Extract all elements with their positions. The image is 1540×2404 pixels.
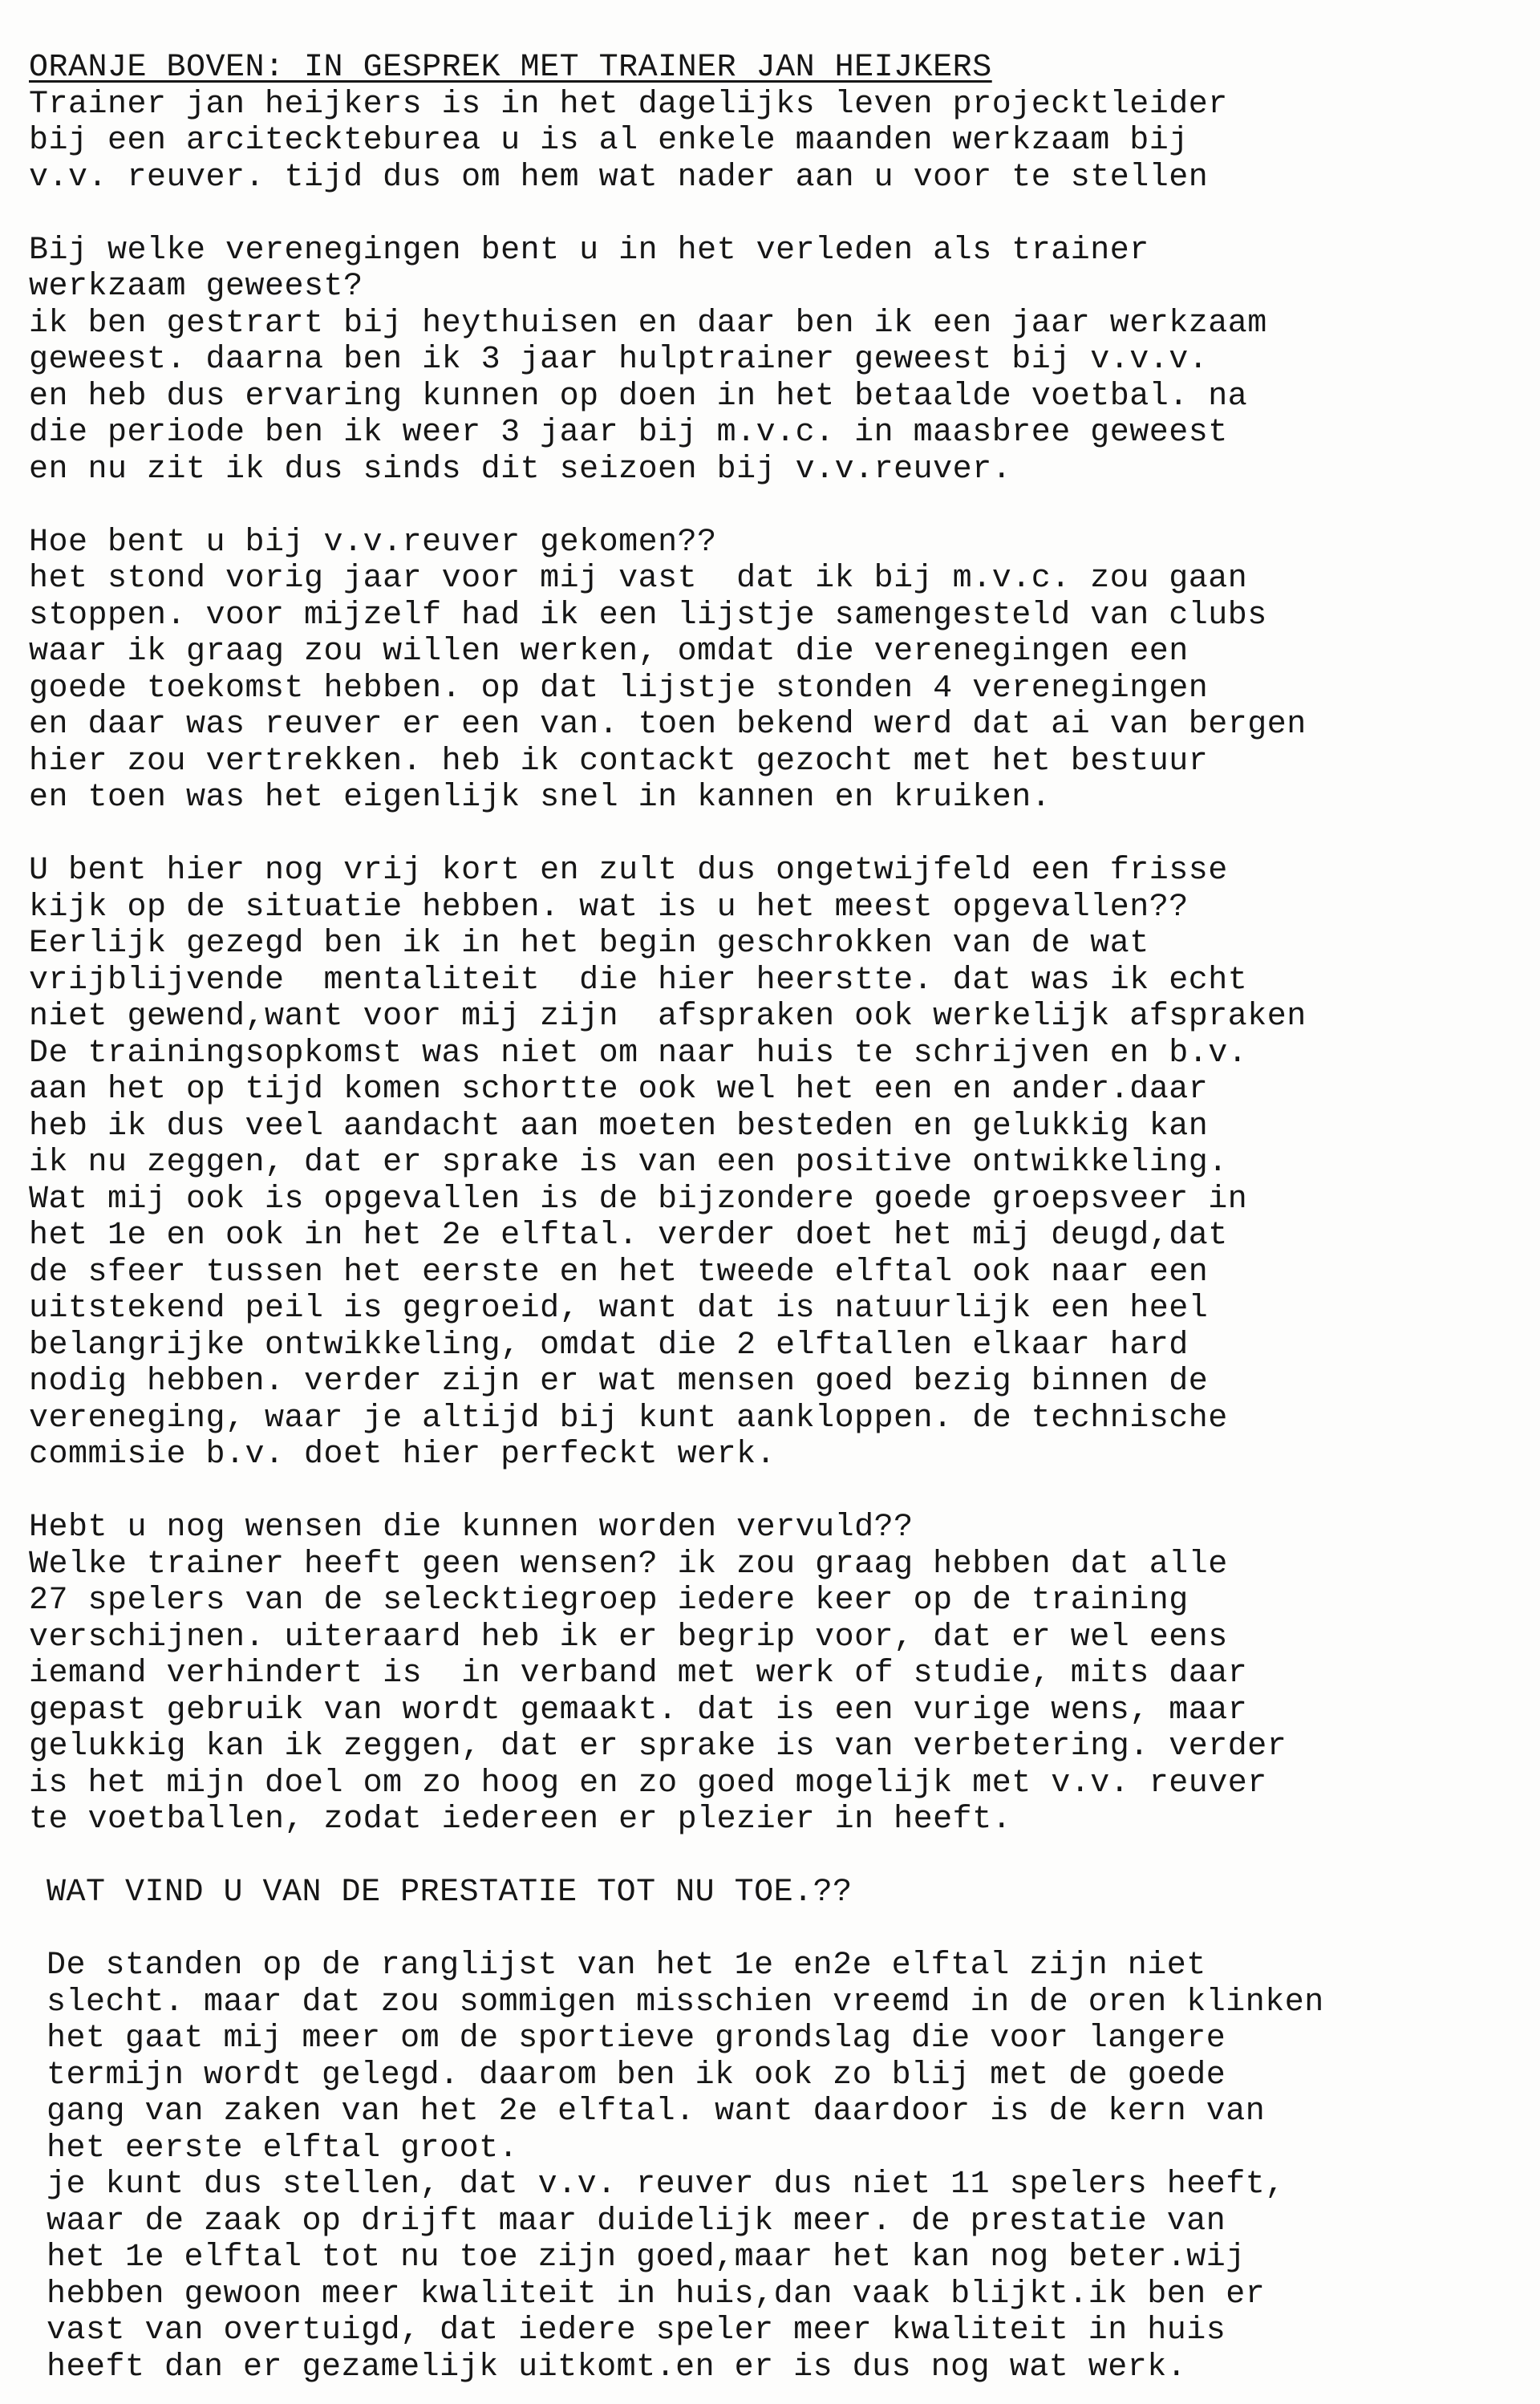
answer-line: het 1e elftal tot nu toe zijn goed,maar het kan nog beter.wij xyxy=(47,2240,1246,2276)
question-line: kijk op de situatie hebben. wat is u het meest opgevallen?? xyxy=(29,889,1189,926)
answer-line: je kunt dus stellen, dat v.v. reuver dus niet 11 spelers heeft, xyxy=(47,2167,1285,2203)
answer-line: heb ik dus veel aandacht aan moeten besteden en gelukkig kan xyxy=(29,1108,1209,1145)
section-how-arrived xyxy=(29,525,1521,817)
answer-line: waar de zaak op drijft maar duidelijk meer. de prestatie van xyxy=(47,2203,1226,2240)
question-line: WAT VIND U VAN DE PRESTATIE TOT NU TOE.?? xyxy=(47,1875,853,1911)
answer-line: de sfeer tussen het eerste en het tweede elftal ook naar een xyxy=(29,1254,1209,1291)
answer-line: termijn wordt gelegd. daarom ben ik ook zo blij met de goede xyxy=(47,2057,1226,2094)
question-line: werkzaam geweest? xyxy=(29,269,363,305)
paragraph-gap xyxy=(29,1911,1521,1948)
answer-line: en nu zit ik dus sinds dit seizoen bij v.v.reuver. xyxy=(29,451,1012,488)
answer-line: heeft dan er gezamelijk uitkomt.en er is dus nog wat werk. xyxy=(47,2349,1187,2386)
answer-line: geweest. daarna ben ik 3 jaar hulptrainer geweest bij v.v.v. xyxy=(29,342,1209,378)
answer-line: aan het op tijd komen schortte ook wel het een en ander.daar xyxy=(29,1072,1209,1108)
answer-line: nodig hebben. verder zijn er wat mensen goed bezig binnen de xyxy=(29,1364,1209,1400)
answer-line: Wat mij ook is opgevallen is de bijzondere goede groepsveer in xyxy=(29,1181,1248,1218)
answer-line: gepast gebruik van wordt gemaakt. dat is een vurige wens, maar xyxy=(29,1692,1248,1729)
intro-line: bij een arciteckteburea u is al enkele maanden werkzaam bij xyxy=(29,123,1189,159)
question-line: U bent hier nog vrij kort en zult dus ongetwijfeld een frisse xyxy=(29,853,1228,889)
answer-line: die periode ben ik weer 3 jaar bij m.v.c. in maasbree geweest xyxy=(29,415,1228,451)
paragraph-gap xyxy=(29,1474,1521,1510)
intro-line: v.v. reuver. tijd dus om hem wat nader aan u voor te stellen xyxy=(29,159,1209,196)
document-page xyxy=(29,50,1521,2386)
answer-line: stoppen. voor mijzelf had ik een lijstje samengesteld van clubs xyxy=(29,597,1267,634)
answer-line: en heb dus ervaring kunnen op doen in het betaalde voetbal. na xyxy=(29,378,1248,415)
answer-line: ik ben gestrart bij heythuisen en daar ben ik een jaar werkzaam xyxy=(29,305,1267,342)
answer-line: 27 spelers van de selecktiegroep iedere keer op de training xyxy=(29,1583,1189,1619)
answer-line: is het mijn doel om zo hoog en zo goed mogelijk met v.v. reuver xyxy=(29,1765,1267,1802)
answer-line: gelukkig kan ik zeggen, dat er sprake is van verbetering. verder xyxy=(29,1729,1287,1765)
section-performance-answer xyxy=(29,1948,1521,2386)
answer-line: De trainingsopkomst was niet om naar huis te schrijven en b.v. xyxy=(29,1035,1248,1072)
answer-line: uitstekend peil is gegroeid, want dat is natuurlijk een heel xyxy=(29,1291,1209,1327)
section-previous-clubs xyxy=(29,233,1521,489)
answer-line: verschijnen. uiteraard heb ik er begrip voor, dat er wel eens xyxy=(29,1619,1228,1656)
article-title: ORANJE BOVEN: IN GESPREK MET TRAINER JAN HEIJKERS xyxy=(29,50,992,86)
answer-line: het eerste elftal groot. xyxy=(47,2130,519,2167)
answer-line: het stond vorig jaar voor mij vast dat ik bij m.v.c. zou gaan xyxy=(29,561,1248,597)
answer-line: en daar was reuver er een van. toen bekend werd dat ai van bergen xyxy=(29,707,1307,743)
answer-line: hebben gewoon meer kwaliteit in huis,dan vaak blijkt.ik ben er xyxy=(47,2276,1266,2313)
answer-line: iemand verhindert is in verband met werk of studie, mits daar xyxy=(29,1656,1248,1692)
answer-line: vereneging, waar je altijd bij kunt aankloppen. de technische xyxy=(29,1400,1228,1437)
paragraph-gap xyxy=(29,196,1521,233)
answer-line: Welke trainer heeft geen wensen? ik zou graag hebben dat alle xyxy=(29,1546,1228,1583)
answer-line: slecht. maar dat zou sommigen misschien vreemd in de oren klinken xyxy=(47,1984,1324,2021)
answer-line: het 1e en ook in het 2e elftal. verder doet het mij deugd,dat xyxy=(29,1218,1228,1254)
answer-line: goede toekomst hebben. op dat lijstje stonden 4 verenegingen xyxy=(29,670,1209,707)
paragraph-gap xyxy=(29,817,1521,853)
answer-line: vrijblijvende mentaliteit die hier heerstte. dat was ik echt xyxy=(29,962,1248,999)
answer-line: ik nu zeggen, dat er sprake is van een positive ontwikkeling. xyxy=(29,1145,1228,1181)
answer-line: vast van overtuigd, dat iedere speler meer kwaliteit in huis xyxy=(47,2313,1226,2349)
question-line: Hoe bent u bij v.v.reuver gekomen?? xyxy=(29,524,717,561)
question-line: Bij welke verenegingen bent u in het verleden als trainer xyxy=(29,232,1149,269)
answer-line: niet gewend,want voor mij zijn afspraken ook werkelijk afspraken xyxy=(29,999,1307,1035)
answer-line: Eerlijk gezegd ben ik in het begin geschrokken van de wat xyxy=(29,926,1149,962)
answer-line: en toen was het eigenlijk snel in kannen en kruiken. xyxy=(29,780,1052,816)
answer-line: te voetballen, zodat iedereen er plezier in heeft. xyxy=(29,1802,1012,1838)
answer-line: waar ik graag zou willen werken, omdat die verenegingen een xyxy=(29,634,1189,670)
answer-line: het gaat mij meer om de sportieve grondslag die voor langere xyxy=(47,2021,1226,2057)
paragraph-gap xyxy=(29,488,1521,525)
section-performance-question xyxy=(29,1875,1521,1911)
intro-paragraph xyxy=(29,87,1521,197)
section-wishes xyxy=(29,1510,1521,1838)
answer-line: commisie b.v. doet hier perfeckt werk. xyxy=(29,1437,776,1473)
answer-line: hier zou vertrekken. heb ik contackt gezocht met het bestuur xyxy=(29,743,1209,780)
answer-line: belangrijke ontwikkeling, omdat die 2 elftallen elkaar hard xyxy=(29,1327,1189,1364)
intro-line: Trainer jan heijkers is in het dagelijks leven projecktleider xyxy=(29,86,1228,123)
paragraph-gap xyxy=(29,1838,1521,1875)
question-line: Hebt u nog wensen die kunnen worden vervuld?? xyxy=(29,1510,914,1546)
section-first-impressions xyxy=(29,853,1521,1474)
answer-line: gang van zaken van het 2e elftal. want daardoor is de kern van xyxy=(47,2094,1266,2130)
answer-line: De standen op de ranglijst van het 1e en2e elftal zijn niet xyxy=(47,1948,1206,1984)
